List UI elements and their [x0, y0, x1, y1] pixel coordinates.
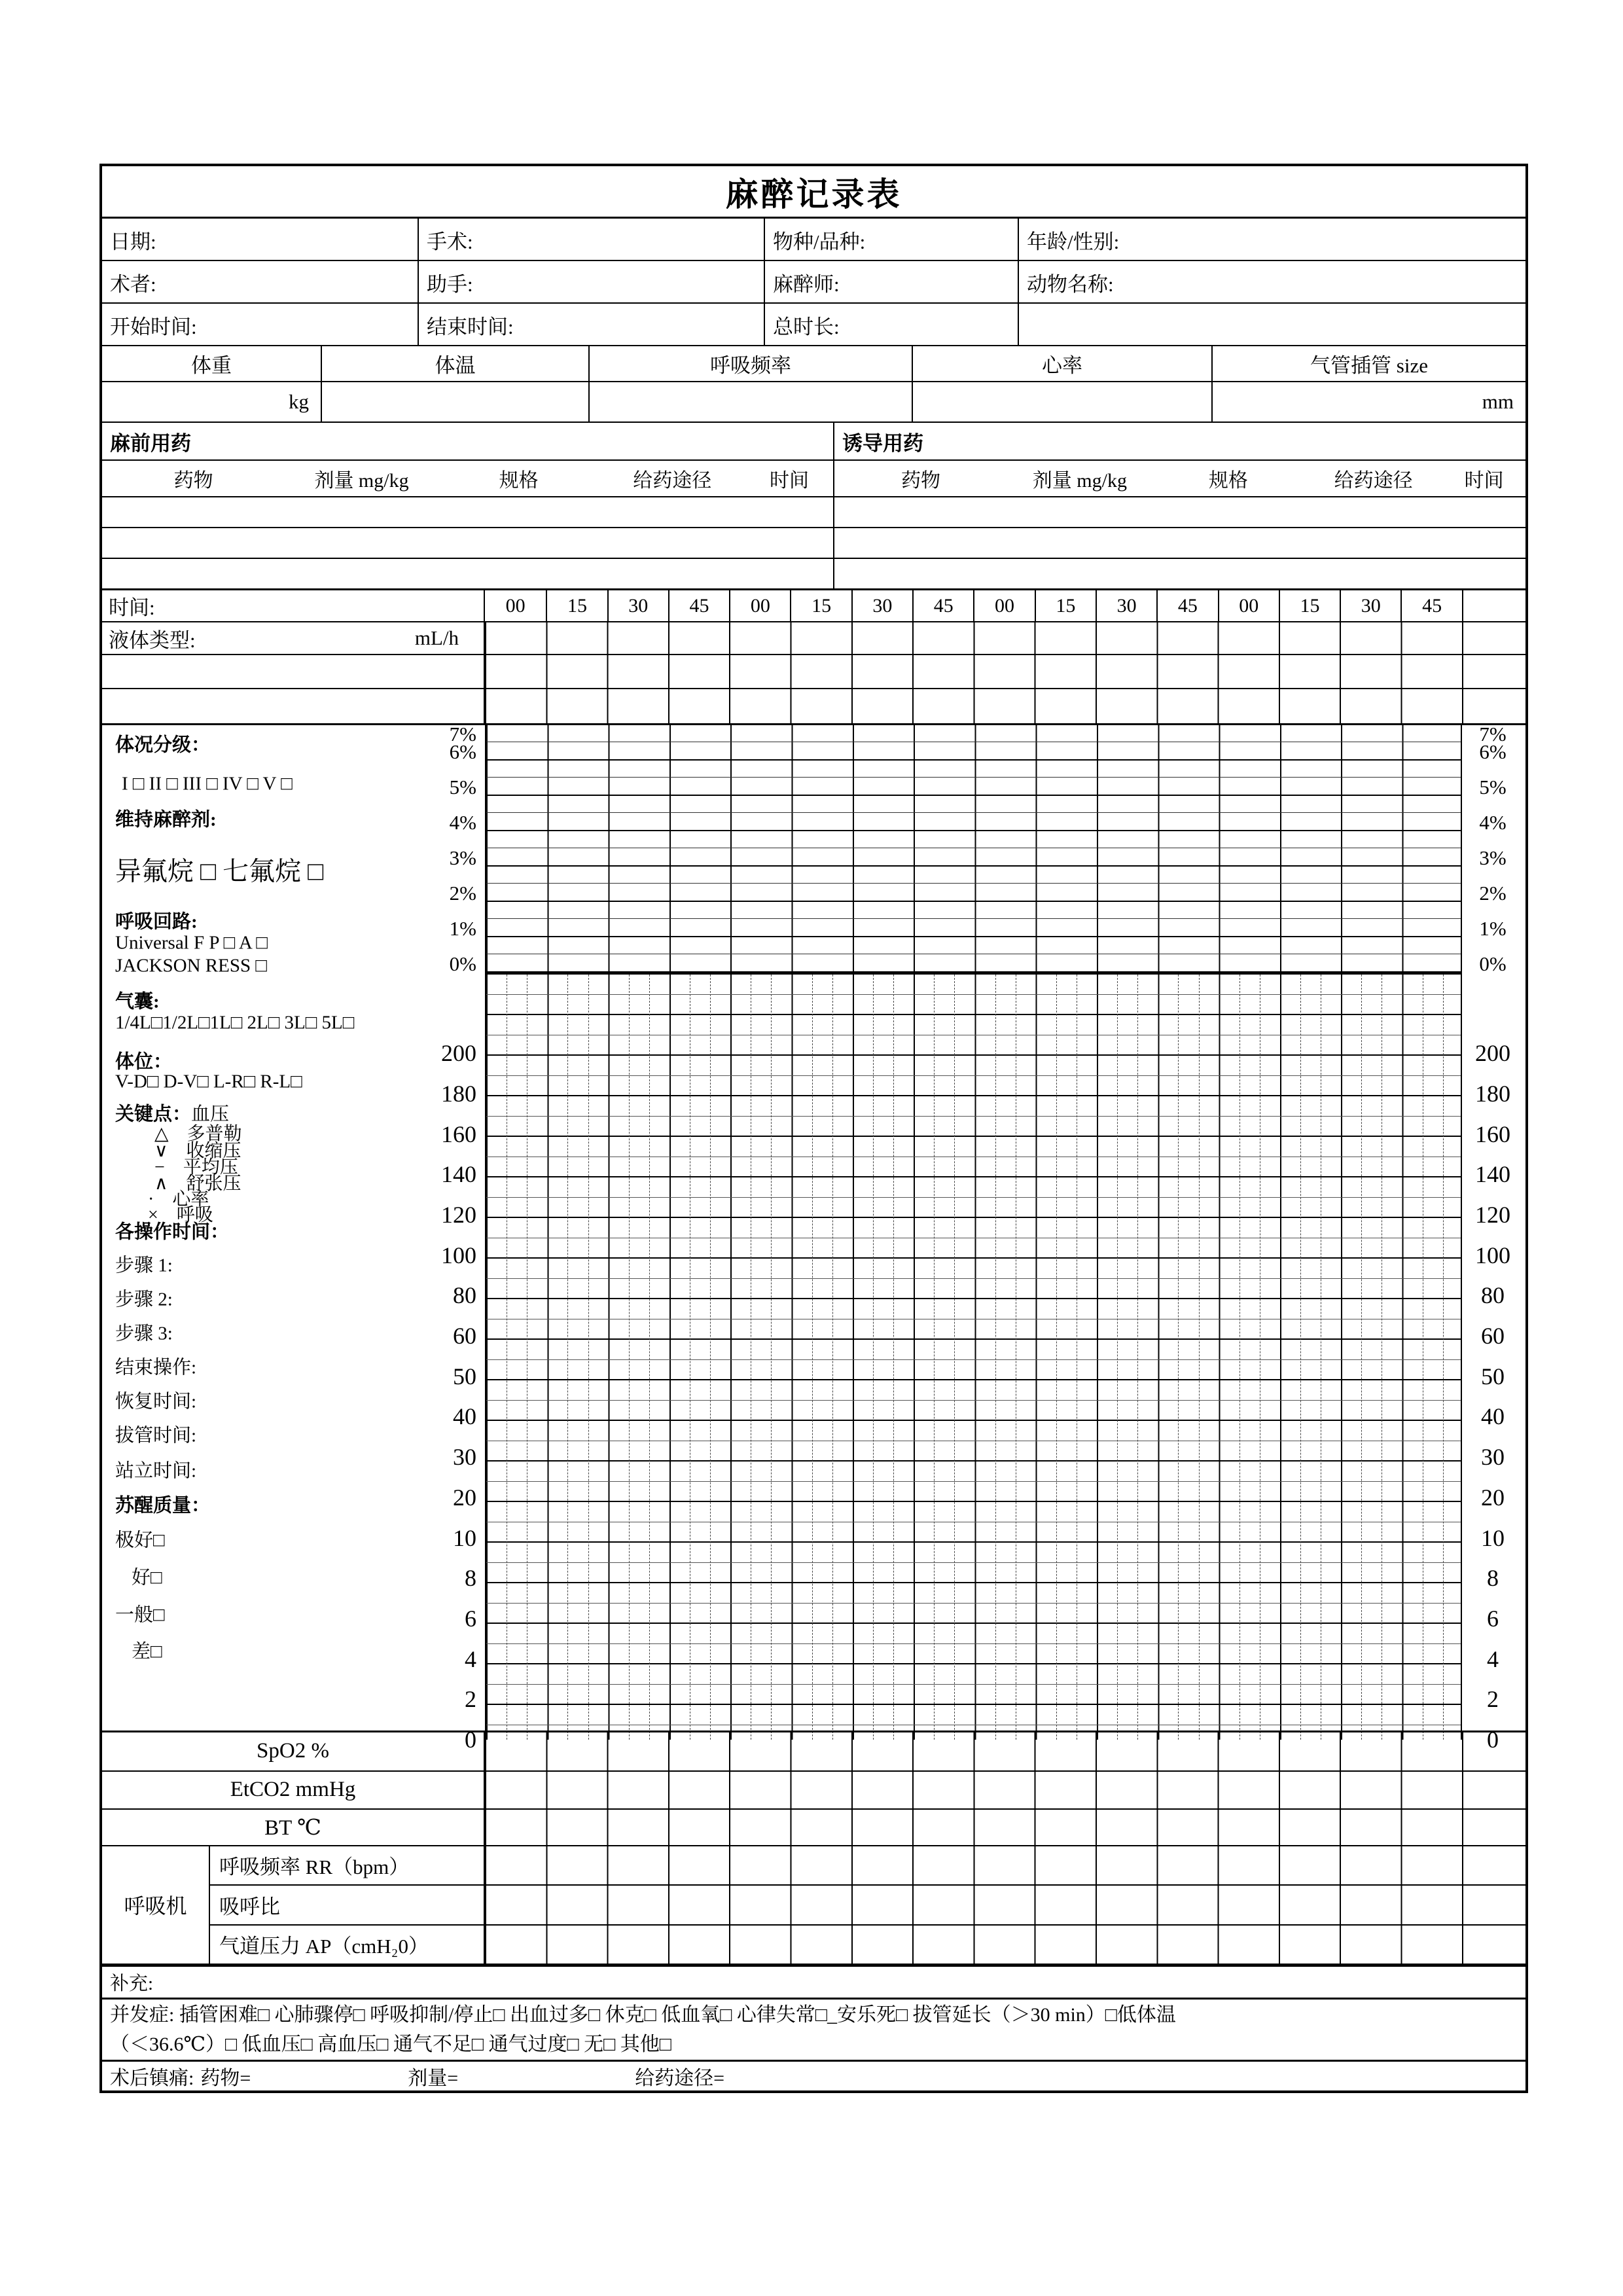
chart-scale-10: 10: [453, 1524, 476, 1551]
time-extra-cell: [1462, 590, 1525, 621]
time-tick-9: 15: [1035, 590, 1096, 621]
med-divider: [833, 497, 834, 527]
vitals-trend-grid: [486, 973, 1461, 1740]
percent-scale-6%: 6%: [1479, 740, 1507, 763]
heart-rate-value-cell: [912, 382, 1211, 422]
supplement-row: [102, 1965, 1525, 1998]
chart-scale-20: 20: [1481, 1484, 1505, 1511]
med-col-2: 规格: [499, 470, 539, 492]
spo2-extra-cell: [1462, 1732, 1525, 1770]
chart-scale-80: 80: [1481, 1282, 1505, 1309]
ventilator-ap-label: 气道压力 AP（cmH₂0）: [210, 1926, 485, 1964]
med-col-4: 时间: [1464, 470, 1504, 492]
percent-scale-0%: 0%: [449, 952, 476, 975]
med-col-3: 给药途径: [1334, 470, 1413, 492]
spo2-row: [102, 1731, 1525, 1772]
five-min-gridline: [1199, 975, 1200, 1740]
chart-scale-4: 4: [1487, 1645, 1499, 1672]
chart-scale-30: 30: [453, 1444, 476, 1471]
time-tick-cells: [485, 590, 1462, 621]
med-col-2: 规格: [1208, 470, 1248, 492]
fluid-row-label: [102, 622, 485, 654]
fluid-extra-cell: [1462, 689, 1525, 723]
time-tick-4: 00: [729, 590, 790, 621]
fluid-entry-cells: [485, 689, 1462, 723]
med-col-3: 给药途径: [633, 470, 712, 492]
species-field: 物种/品种:: [764, 219, 1018, 260]
bt-label: BT ℃: [102, 1810, 485, 1845]
induction-section-title: 诱导用药: [833, 423, 1525, 459]
med-col-0: 药物: [173, 470, 213, 492]
left-panel-item-5: Universal F P □ A □: [115, 932, 268, 954]
time-tick-12: 00: [1218, 590, 1279, 621]
complications-line-1: 并发症: 插管困难□ 心肺骤停□ 呼吸抑制/停止□ 出血过多□ 休克□ 低血氧□ 心律失常□_安乐死□ 拔管延长（＞30 min）□低体温: [110, 2004, 1176, 2026]
fluid-extra-cell: [1462, 655, 1525, 688]
chart-scale-180: 180: [1475, 1081, 1510, 1107]
left-panel-item-8: 1/4L□1/2L□1L□ 2L□ 3L□ 5L□: [115, 1012, 355, 1033]
vitals-header-row: [102, 346, 1525, 382]
assistant-field: 助手:: [418, 261, 764, 302]
chart-scale-120: 120: [441, 1202, 476, 1229]
form-title-row: [102, 166, 1525, 219]
time-header-row: [102, 590, 1525, 622]
et-tube-unit: mm: [1211, 382, 1525, 422]
anesthetist-field: 麻醉师:: [764, 261, 1018, 302]
five-min-gridline: [893, 975, 894, 1740]
chart-scale-140: 140: [441, 1161, 476, 1188]
chart-scale-60: 60: [1481, 1323, 1505, 1350]
chart-scale-100: 100: [441, 1242, 476, 1268]
ventilator-rr-extra: [1462, 1846, 1525, 1884]
respiratory-rate-header: 呼吸频率: [588, 346, 912, 381]
surgeon-field: 术者:: [110, 273, 156, 296]
premed-section-title: 麻前用药: [110, 431, 191, 455]
five-min-gridline: [1300, 975, 1301, 1740]
chart-scale-10: 10: [1481, 1524, 1505, 1551]
info-row-1: [102, 219, 1525, 261]
med-col-1: 剂量 mg/kg: [314, 470, 409, 492]
left-panel-item-11: 关键点：血压: [115, 1103, 230, 1125]
temperature-header: 体温: [321, 346, 588, 381]
info-row-3: [102, 304, 1525, 346]
time-tick-8: 00: [973, 590, 1034, 621]
ventilator-ie-row: [210, 1884, 1525, 1924]
empty-cell: [1018, 304, 1525, 345]
chart-scale-2: 2: [465, 1686, 476, 1713]
percent-scale-5%: 5%: [1479, 775, 1507, 798]
chart-scale-20: 20: [453, 1484, 476, 1511]
end-time-field: 结束时间:: [418, 304, 764, 345]
ventilator-ie-label: 吸呼比: [210, 1886, 485, 1924]
percent-scale-2%: 2%: [1479, 881, 1507, 905]
chart-scale-8: 8: [1487, 1565, 1499, 1592]
left-panel-item-6: JACKSON RESS □: [115, 955, 267, 977]
ventilator-label: 呼吸机: [102, 1846, 210, 1964]
etco2-label: EtCO2 mmHg: [102, 1772, 485, 1808]
body-temperature-row: [102, 1810, 1525, 1846]
ventilator-ap-extra: [1462, 1926, 1525, 1964]
five-min-gridline: [710, 975, 711, 1740]
left-panel-item-20: 步骤 2:: [115, 1289, 173, 1310]
chart-scale-2: 2: [1487, 1686, 1499, 1713]
five-min-gridline: [771, 975, 772, 1740]
chart-scale-160: 160: [441, 1121, 476, 1147]
chart-scale-100: 100: [1475, 1242, 1510, 1268]
info-row-2: [102, 261, 1525, 304]
percent-scale-2%: 2%: [449, 881, 476, 905]
five-min-gridline: [649, 975, 650, 1740]
medication-column-headers: [102, 461, 1525, 497]
chart-scale-6: 6: [465, 1605, 476, 1632]
five-min-gridline: [1361, 975, 1362, 1740]
spo2-cells: [485, 1732, 1462, 1770]
left-panel-item-2: 维持麻醉剂:: [115, 809, 217, 831]
med-col-4: 时间: [769, 470, 809, 492]
left-panel-item-25: 站立时间:: [115, 1460, 197, 1482]
start-time-field: 开始时间:: [110, 315, 197, 338]
medication-row: [102, 528, 1525, 559]
percent-scale-6%: 6%: [449, 740, 476, 763]
ventilator-rr-row: [210, 1846, 1525, 1884]
chart-scale-0: 0: [465, 1726, 476, 1753]
etco2-row: [102, 1772, 1525, 1810]
percent-scale-7%: 7%: [449, 722, 476, 745]
chart-scale-0: 0: [1487, 1726, 1499, 1753]
ventilator-ie-extra: [1462, 1886, 1525, 1924]
fluid-entry-label: [102, 655, 485, 688]
left-panel-item-9: 体位：: [115, 1051, 173, 1073]
percent-scale-1%: 1%: [1479, 916, 1507, 940]
etco2-cells: [485, 1772, 1462, 1808]
premed-columns: [102, 461, 833, 496]
percent-scale-4%: 4%: [1479, 810, 1507, 834]
time-row-label: 时间:: [102, 590, 485, 621]
et-tube-size-header: 气管插管 size: [1211, 346, 1525, 381]
percent-scale-3%: 3%: [1479, 846, 1507, 869]
fluid-type-label: 液体类型:: [109, 628, 196, 652]
percent-scale-4%: 4%: [449, 810, 476, 834]
time-tick-10: 30: [1096, 590, 1156, 621]
temperature-value-cell: [321, 382, 588, 422]
percent-scale-1%: 1%: [449, 916, 476, 940]
five-min-gridline: [934, 975, 935, 1740]
fluid-entry-label: [102, 689, 485, 723]
left-panel-item-0: 体况分级：: [115, 734, 211, 756]
chart-scale-50: 50: [453, 1363, 476, 1390]
chart-grid-frame: [485, 725, 1462, 1740]
five-min-gridline: [1137, 975, 1138, 1740]
time-tick-3: 45: [668, 590, 729, 621]
medication-row: [102, 497, 1525, 528]
left-panel-item-17: × 呼吸: [148, 1205, 213, 1225]
left-panel-item-15: ∧ 舒张压: [154, 1174, 241, 1194]
time-tick-13: 15: [1279, 590, 1340, 621]
left-panel-item-19: 步骤 1:: [115, 1255, 173, 1276]
complications-line-2: （＜36.6℃）□ 低血压□ 高血压□ 通气不足□ 通气过度□ 无□ 其他□: [110, 2034, 671, 2055]
chart-scale-30: 30: [1481, 1444, 1505, 1471]
ventilator-rr-cells: [485, 1846, 1462, 1884]
total-duration-field: 总时长:: [764, 304, 1018, 345]
fluid-cells: [485, 622, 1462, 654]
weight-header: 体重: [191, 354, 232, 377]
fluid-type-row: [102, 622, 1525, 655]
supplement-label: 补充:: [110, 1973, 154, 1994]
time-tick-0: 00: [505, 594, 526, 617]
anesthesia-record-form: [99, 164, 1528, 2093]
time-tick-15: 45: [1400, 590, 1461, 621]
right-scale-labels: [1463, 722, 1522, 1753]
five-min-gridline: [954, 975, 955, 1740]
induction-columns: [833, 461, 1525, 496]
postop-label: 术后镇痛:: [110, 2068, 194, 2089]
fluid-unit-label: mL/h: [414, 626, 459, 649]
percent-scale-3%: 3%: [449, 846, 476, 869]
left-panel-item-4: 呼吸回路:: [115, 911, 198, 933]
page-title: 麻醉记录表: [725, 175, 902, 213]
time-tick-5: 15: [790, 590, 851, 621]
postop-drug-field: 药物=: [200, 2068, 251, 2089]
anesthetic-percent-grid: [486, 725, 1461, 973]
left-panel-item-12: △ 多普勒: [154, 1124, 242, 1144]
five-min-gridline: [832, 975, 833, 1740]
ventilator-rr-label: 呼吸频率 RR（bpm）: [210, 1846, 485, 1884]
postop-route-field: 给药途径=: [635, 2068, 725, 2089]
weight-unit: kg: [289, 390, 309, 413]
percent-scale-0%: 0%: [1479, 952, 1507, 975]
complications-row: [102, 1998, 1525, 2060]
left-panel-item-22: 结束操作:: [115, 1357, 197, 1378]
left-panel-item-29: 一般□: [115, 1604, 165, 1626]
five-min-gridline: [588, 975, 589, 1740]
med-col-0: 药物: [901, 470, 940, 492]
left-panel-item-24: 拔管时间:: [115, 1425, 197, 1446]
chart-scale-80: 80: [453, 1282, 476, 1309]
five-min-gridline: [1178, 975, 1179, 1740]
left-panel-item-21: 步骤 3:: [115, 1323, 173, 1344]
five-min-gridline: [629, 975, 630, 1740]
postop-analgesia-row: [102, 2060, 1525, 2090]
etco2-extra-cell: [1462, 1772, 1525, 1808]
percent-scale-7%: 7%: [1479, 722, 1507, 745]
medication-section-headers: [102, 423, 1525, 461]
left-panel-item-7: 气囊:: [115, 991, 160, 1013]
five-min-gridline: [1117, 975, 1118, 1740]
heart-rate-header: 心率: [912, 346, 1211, 381]
ventilator-ap-cells: [485, 1926, 1462, 1964]
time-tick-14: 30: [1340, 590, 1400, 621]
chart-scale-50: 50: [1481, 1363, 1505, 1390]
animal-name-field: 动物名称:: [1018, 261, 1525, 302]
fluid-extra-cell: [1462, 622, 1525, 654]
chart-scale-120: 120: [1475, 1202, 1510, 1229]
chart-scale-4: 4: [465, 1645, 476, 1672]
left-panel-item-3: 异氟烷 □ 七氟烷 □: [115, 856, 324, 886]
chart-scale-160: 160: [1475, 1121, 1510, 1147]
left-panel-item-28: 好□: [132, 1567, 162, 1588]
fluid-entry-cells: [485, 655, 1462, 688]
date-field: 日期:: [110, 230, 156, 253]
ventilator-ie-cells: [485, 1886, 1462, 1924]
ventilator-section: [102, 1846, 1525, 1965]
five-min-gridline: [812, 975, 813, 1740]
left-panel-item-14: − 平均压: [154, 1157, 238, 1177]
left-panel-item-1: I □ II □ III □ IV □ V □: [122, 773, 293, 795]
left-panel-item-16: · 心率: [148, 1189, 209, 1210]
chart-scale-200: 200: [441, 1040, 476, 1067]
time-tick-7: 45: [912, 590, 973, 621]
left-panel-item-26: 苏醒质量：: [115, 1495, 211, 1516]
chart-scale-40: 40: [453, 1403, 476, 1430]
spo2-label: SpO2 %: [102, 1732, 485, 1770]
chart-scale-180: 180: [441, 1081, 476, 1107]
bt-cells: [485, 1810, 1462, 1845]
chart-scale-140: 140: [1475, 1161, 1510, 1188]
vitals-value-row: [102, 382, 1525, 423]
med-col-1: 剂量 mg/kg: [1032, 470, 1127, 492]
age-sex-field: 年龄/性别:: [1018, 219, 1525, 260]
time-tick-2: 30: [607, 590, 668, 621]
chart-scale-8: 8: [465, 1565, 476, 1592]
percent-scale-5%: 5%: [449, 775, 476, 798]
postop-dose-field: 剂量=: [408, 2068, 459, 2089]
respiratory-rate-value-cell: [588, 382, 912, 422]
medication-row: [102, 559, 1525, 590]
time-tick-1: 15: [546, 590, 607, 621]
left-panel-item-13: ∨ 收缩压: [154, 1141, 241, 1161]
time-tick-6: 30: [851, 590, 912, 621]
fluid-entry-row: [102, 689, 1525, 723]
five-min-gridline: [567, 975, 568, 1740]
surgery-field: 手术:: [418, 219, 764, 260]
chart-scale-40: 40: [1481, 1403, 1505, 1430]
time-tick-11: 45: [1156, 590, 1217, 621]
left-panel-item-30: 差□: [132, 1641, 162, 1662]
bt-extra-cell: [1462, 1810, 1525, 1845]
left-panel-item-27: 极好□: [115, 1530, 165, 1551]
chart-scale-200: 200: [1475, 1040, 1510, 1067]
chart-scale-60: 60: [453, 1323, 476, 1350]
five-min-gridline: [873, 975, 874, 1740]
five-min-gridline: [995, 975, 996, 1740]
ventilator-ap-row: [210, 1924, 1525, 1964]
med-divider: [833, 559, 834, 588]
left-panel-item-23: 恢复时间:: [115, 1391, 197, 1412]
five-min-gridline: [1056, 975, 1057, 1740]
left-panel-item-18: 各操作时间：: [115, 1221, 230, 1243]
fluid-entry-row: [102, 655, 1525, 689]
med-divider: [833, 528, 834, 558]
left-panel-item-10: V-D□ D-V□ L-R□ R-L□: [115, 1071, 302, 1092]
five-min-gridline: [1443, 975, 1444, 1740]
chart-scale-6: 6: [1487, 1605, 1499, 1632]
